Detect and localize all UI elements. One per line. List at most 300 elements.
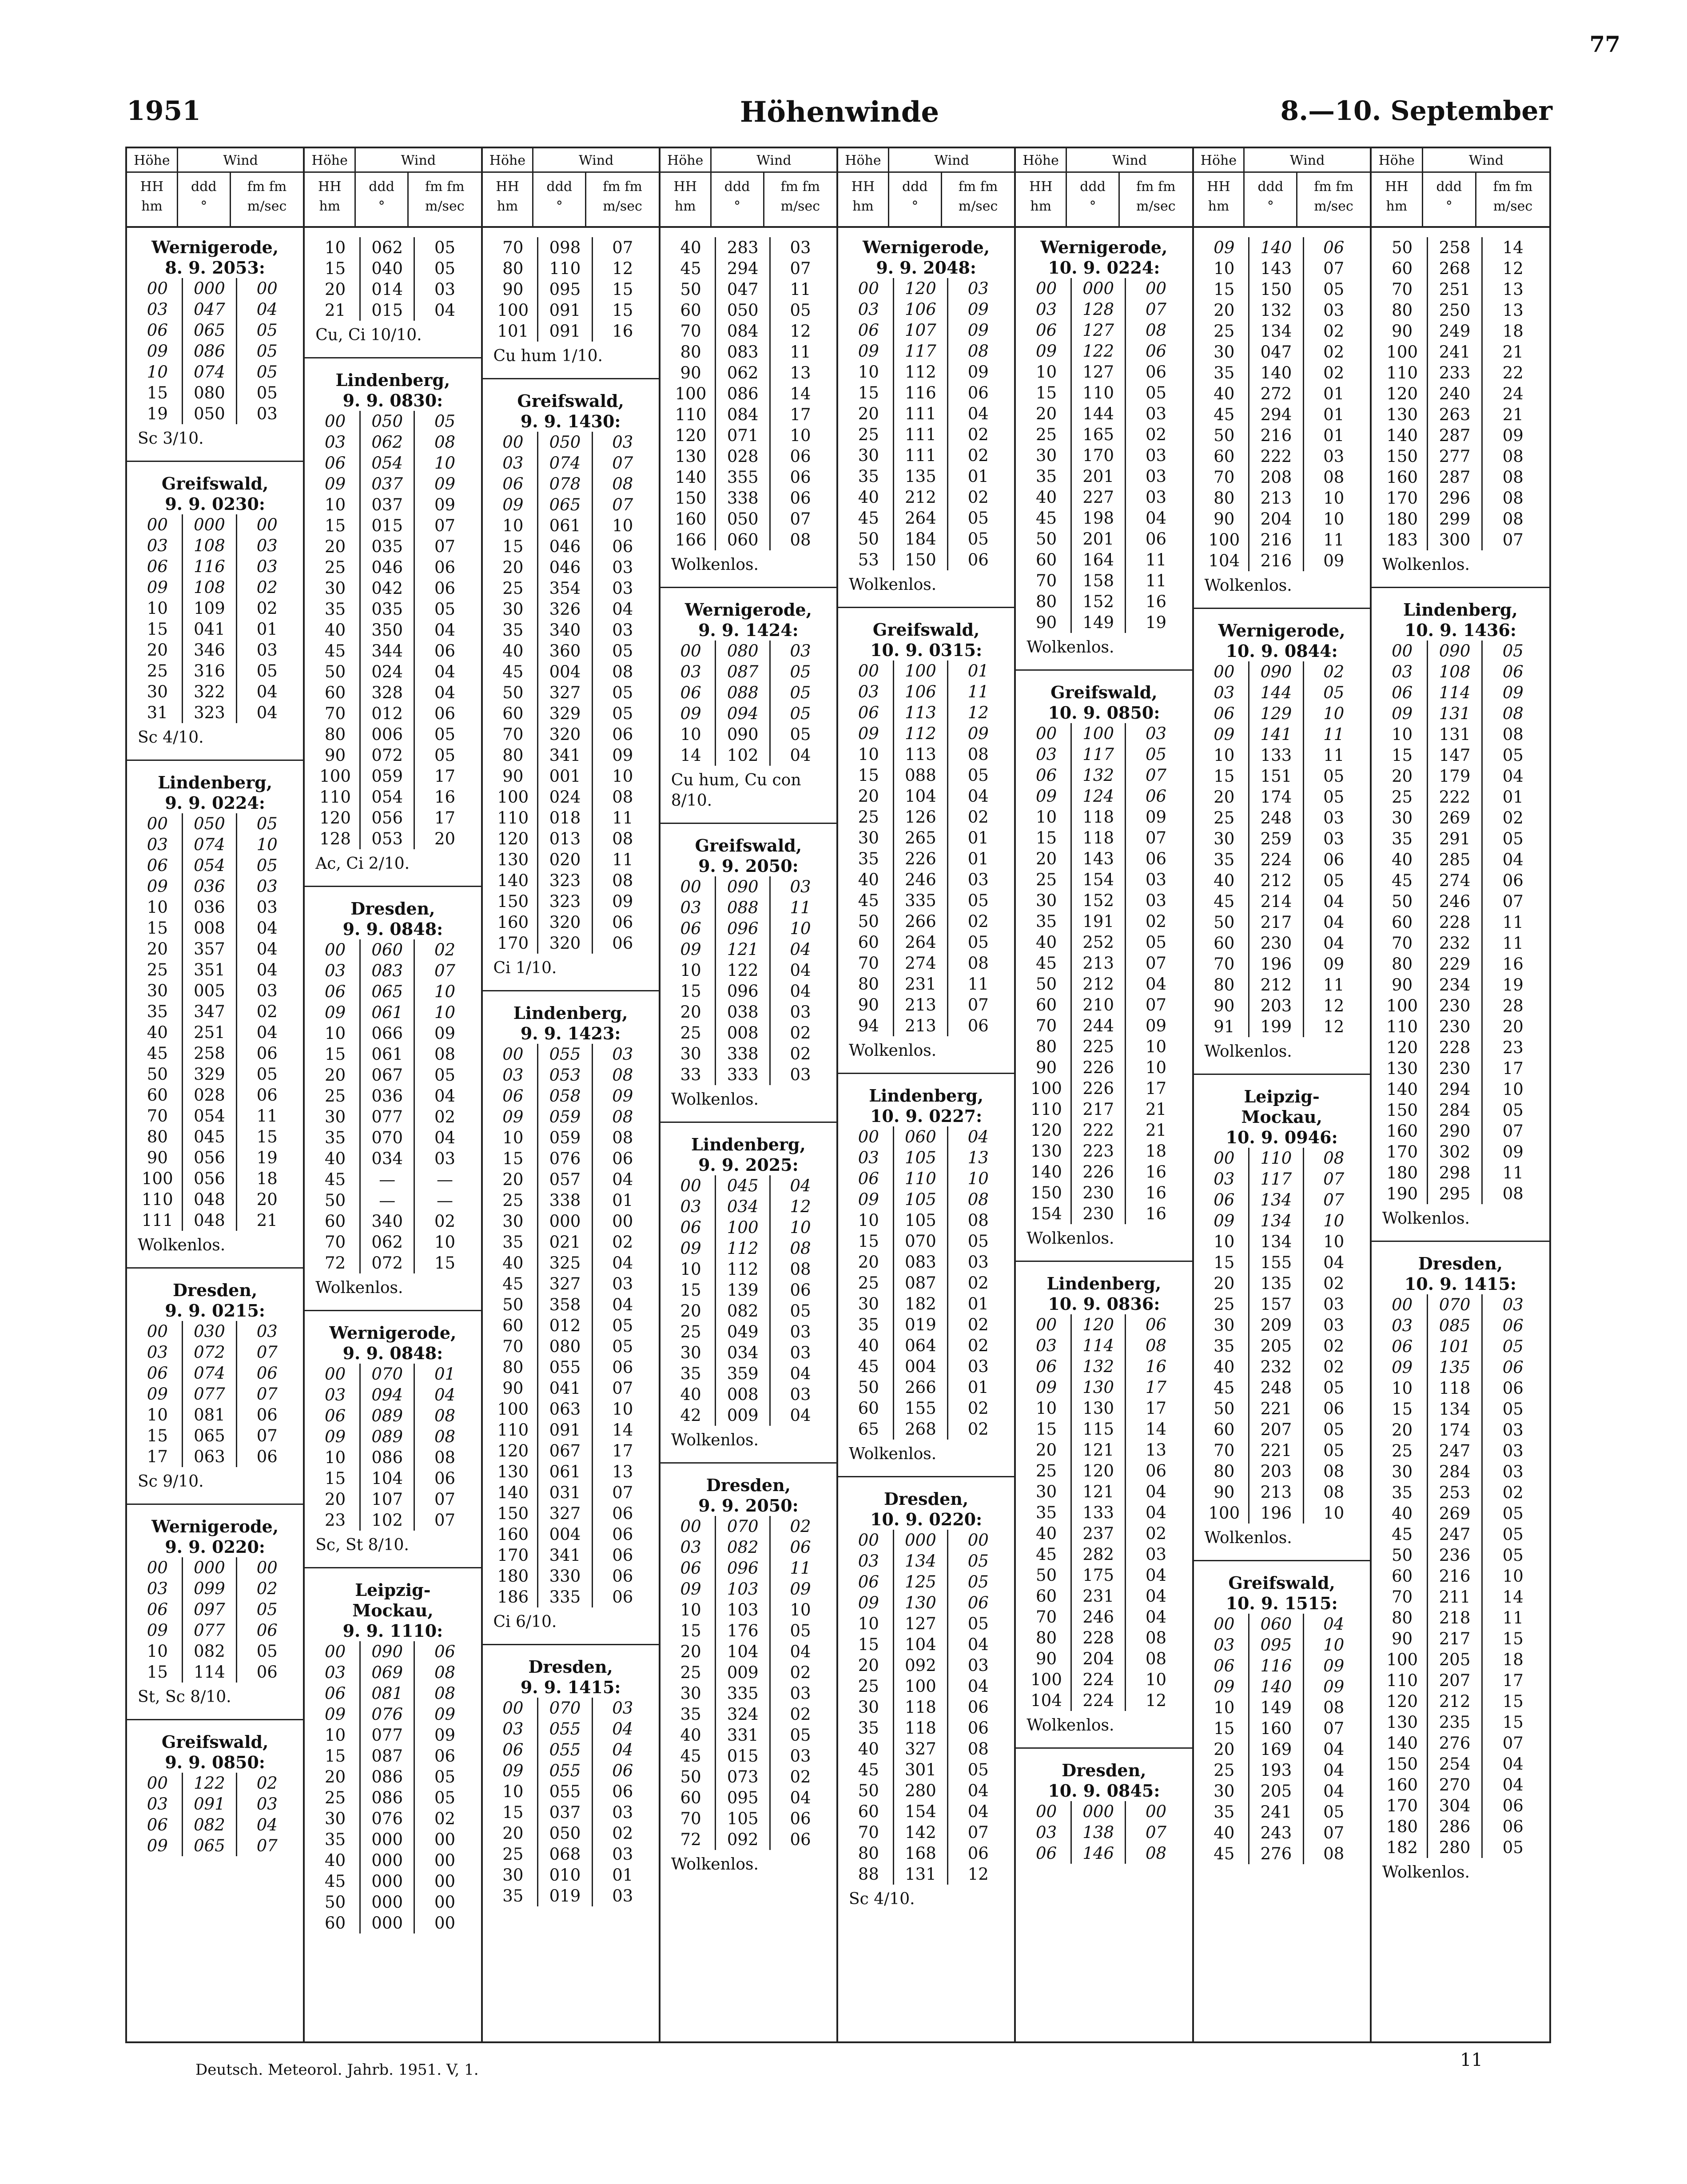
height-cell: 100 [489, 787, 539, 808]
height-cell: 45 [1200, 1377, 1250, 1398]
table-row [311, 1405, 474, 1426]
height-cell: 09 [844, 1592, 894, 1613]
table-row [844, 466, 1008, 487]
direction-cell: 122 [1072, 341, 1126, 362]
direction-cell: 298 [1428, 1162, 1483, 1183]
speed-cell: 07 [1145, 766, 1167, 785]
height-cell: 03 [844, 681, 894, 702]
table-row [489, 432, 653, 453]
height-cell: 140 [1378, 1733, 1428, 1754]
direction-cell: 323 [183, 702, 238, 723]
speed-cell: 02 [1145, 425, 1167, 444]
speed-cell: 08 [1502, 704, 1524, 723]
cloud-note: Sc, St 8/10. [315, 1536, 409, 1554]
height-cell: 03 [133, 1342, 183, 1363]
height-cell: 14 [667, 745, 716, 766]
height-cell: 180 [489, 1566, 539, 1587]
speed-cell: 04 [790, 1642, 811, 1661]
speed-cell: 06 [612, 1587, 633, 1607]
station-title: 9. 9. 2050: [698, 856, 799, 876]
speed-cell: 00 [256, 515, 278, 534]
header-fm-label: fm fm [425, 179, 465, 195]
table-row [133, 834, 297, 855]
speed-cell: 07 [1145, 954, 1167, 973]
speed-cell: 08 [1502, 1184, 1524, 1203]
table-row [133, 382, 297, 403]
header-hh [1194, 173, 1245, 226]
height-cell: 40 [489, 1253, 539, 1273]
footer-sheet-number: 11 [1460, 2050, 1483, 2070]
speed-cell: 06 [790, 1538, 811, 1557]
speed-cell: 07 [967, 1823, 989, 1842]
height-cell: 00 [667, 1516, 716, 1537]
height-cell: 00 [667, 1175, 716, 1196]
speed-cell: 06 [967, 1698, 989, 1717]
speed-cell: 11 [790, 1559, 811, 1578]
direction-cell: 009 [716, 1405, 771, 1426]
height-cell: 25 [1378, 787, 1428, 808]
direction-cell: 050 [716, 509, 771, 529]
height-cell: 30 [489, 1211, 539, 1232]
height-cell: 170 [489, 933, 539, 954]
height-cell: 09 [667, 939, 716, 960]
station-title: Greifswald, [161, 473, 269, 493]
direction-cell: 127 [1072, 320, 1126, 341]
height-cell: 10 [667, 1259, 716, 1280]
speed-cell: 03 [790, 1002, 811, 1022]
direction-cell: 294 [1428, 1079, 1483, 1100]
speed-cell: 05 [1502, 1400, 1524, 1419]
table-row [133, 1578, 297, 1599]
header-hoehe: Höhe [1372, 148, 1423, 173]
table-row [311, 1044, 474, 1065]
height-cell: 09 [1022, 341, 1072, 362]
direction-cell: 108 [1428, 661, 1483, 682]
speed-cell: 10 [1323, 1232, 1345, 1251]
table-column [483, 148, 660, 2041]
height-cell: 09 [133, 341, 183, 362]
speed-cell: 06 [967, 383, 989, 402]
speed-cell: 04 [790, 961, 811, 980]
table-row [311, 1766, 474, 1787]
direction-cell: 174 [1249, 787, 1304, 808]
table-row [667, 1022, 830, 1043]
height-cell: 80 [1378, 1607, 1428, 1628]
table-row [1200, 237, 1364, 258]
station-title: 10. 9. 1515: [1225, 1593, 1338, 1613]
height-cell: 20 [311, 279, 361, 300]
direction-cell: 067 [538, 1440, 593, 1461]
height-cell: 160 [667, 509, 716, 529]
direction-cell: 296 [1428, 488, 1483, 509]
speed-cell: 05 [967, 1760, 989, 1779]
speed-cell: 17 [1502, 1671, 1524, 1690]
direction-cell: 106 [894, 299, 949, 320]
table-row [1200, 995, 1364, 1016]
speed-cell: 05 [967, 509, 989, 528]
separator [1194, 1074, 1370, 1075]
table-row [667, 1725, 830, 1746]
direction-cell: 065 [361, 981, 415, 1002]
table-row [311, 960, 474, 981]
height-cell: 25 [489, 578, 539, 599]
height-cell: 60 [311, 682, 361, 703]
direction-cell: 083 [894, 1252, 949, 1273]
direction-cell: 063 [183, 1446, 238, 1467]
direction-cell: 065 [183, 1425, 238, 1446]
direction-cell: 302 [1428, 1142, 1483, 1162]
speed-cell: 03 [1145, 404, 1167, 423]
table-row [311, 787, 474, 808]
direction-cell: 000 [361, 1892, 415, 1913]
height-cell: 15 [1200, 766, 1250, 787]
direction-cell: 034 [361, 1148, 415, 1169]
height-cell: 40 [844, 1335, 894, 1356]
table-row [1378, 703, 1543, 724]
table-row [489, 557, 653, 578]
header-unit-label: m/sec [425, 199, 465, 214]
table-row [1022, 1356, 1186, 1377]
direction-cell: 207 [1249, 1419, 1304, 1440]
height-cell: 100 [1022, 1669, 1072, 1690]
height-cell: 03 [1378, 661, 1428, 682]
height-cell: 50 [311, 1190, 361, 1211]
height-cell: 100 [311, 766, 361, 787]
speed-cell: 14 [1502, 1587, 1524, 1607]
height-cell: 80 [1022, 1036, 1072, 1057]
table-row [133, 1363, 297, 1384]
speed-cell: 09 [967, 362, 989, 382]
direction-cell: 041 [538, 1378, 593, 1399]
direction-cell: 142 [894, 1822, 949, 1843]
height-cell: 09 [1200, 237, 1250, 258]
direction-cell: 135 [1249, 1273, 1304, 1294]
height-cell: 154 [1022, 1203, 1072, 1224]
speed-cell: 05 [1502, 641, 1524, 660]
table-row [1378, 237, 1543, 258]
table-row [489, 849, 653, 870]
table-row [1378, 787, 1543, 808]
observation-block [311, 1323, 474, 1555]
table-row [1200, 1503, 1364, 1524]
direction-cell: 135 [1428, 1357, 1483, 1378]
speed-cell: 11 [1502, 934, 1524, 953]
header-hoehe: Höhe [660, 148, 712, 173]
header-hh-label: HH [1207, 179, 1230, 195]
column-header [660, 148, 836, 228]
direction-cell: 222 [1072, 1120, 1126, 1141]
table-row [489, 891, 653, 912]
station-title: Greifswald, [161, 1732, 269, 1752]
direction-cell: 184 [894, 529, 949, 549]
table-row [1378, 933, 1543, 954]
table-row [311, 411, 474, 432]
table-row [311, 1746, 474, 1766]
table-row [311, 1023, 474, 1044]
direction-cell: 088 [716, 897, 771, 918]
speed-cell: 06 [434, 1642, 456, 1661]
direction-cell: 047 [1249, 342, 1304, 362]
speed-cell: 03 [256, 1794, 278, 1814]
table-row [311, 473, 474, 494]
direction-cell: 182 [894, 1293, 949, 1314]
height-cell: 20 [1022, 403, 1072, 424]
table-row [1022, 848, 1186, 869]
height-cell: 00 [844, 660, 894, 681]
direction-cell: 131 [1428, 724, 1483, 745]
speed-cell: 03 [1145, 446, 1167, 465]
height-cell: 10 [1200, 1697, 1250, 1718]
table-row [1378, 425, 1543, 446]
height-cell: 88 [844, 1864, 894, 1885]
speed-cell: 01 [967, 1378, 989, 1397]
direction-cell: 210 [1072, 995, 1126, 1015]
height-cell: 40 [1200, 870, 1250, 891]
table-row [844, 1759, 1008, 1780]
column-header [1194, 148, 1370, 228]
table-row [844, 1864, 1008, 1885]
direction-cell: 110 [894, 1168, 949, 1189]
table-row [844, 827, 1008, 848]
speed-cell: 17 [434, 767, 456, 786]
table-row [489, 1127, 653, 1148]
direction-cell: 024 [538, 787, 593, 808]
speed-cell: 04 [434, 1086, 456, 1106]
speed-cell: 23 [1502, 1038, 1524, 1057]
direction-cell: 114 [183, 1662, 238, 1683]
height-cell: 45 [489, 1273, 539, 1294]
table-row [1022, 1099, 1186, 1120]
header-fm [942, 173, 1014, 226]
cloud-note: Sc 4/10. [849, 1890, 915, 1908]
table-row [489, 1802, 653, 1823]
table-row [1022, 445, 1186, 466]
speed-cell: 05 [967, 529, 989, 549]
table-row [311, 1211, 474, 1232]
direction-cell: 286 [1428, 1816, 1483, 1837]
speed-cell: 07 [1323, 1719, 1345, 1738]
height-cell: 00 [311, 1641, 361, 1662]
direction-cell: 129 [1249, 703, 1304, 724]
header-fm [231, 173, 303, 226]
direction-cell: 019 [538, 1886, 593, 1906]
height-cell: 09 [133, 1835, 183, 1856]
height-cell: 03 [667, 1196, 716, 1217]
direction-cell: 054 [361, 787, 415, 808]
speed-cell: 10 [1145, 1670, 1167, 1689]
height-cell: 90 [133, 1147, 183, 1168]
speed-cell: 12 [1502, 259, 1524, 278]
speed-cell: 03 [790, 1065, 811, 1084]
table-row [667, 1217, 830, 1238]
cloud-note: Sc 9/10. [138, 1472, 204, 1491]
table-row [133, 1001, 297, 1022]
speed-cell: 02 [612, 1824, 633, 1843]
table-column [127, 148, 305, 2041]
direction-cell: 046 [361, 557, 415, 578]
table-row [311, 1829, 474, 1850]
height-cell: 190 [1378, 1183, 1428, 1204]
direction-cell: 222 [1428, 787, 1483, 808]
header-hh [1372, 173, 1423, 226]
table-row [1022, 869, 1186, 890]
table-row [133, 619, 297, 640]
direction-cell: 138 [1072, 1822, 1126, 1843]
table-row [1022, 466, 1186, 487]
direction-cell: 340 [538, 620, 593, 640]
table-row [311, 453, 474, 473]
height-cell: 94 [844, 1015, 894, 1036]
direction-cell: 090 [716, 876, 771, 897]
station-title: Lindenberg, [691, 1134, 806, 1154]
direction-cell: 031 [538, 1482, 593, 1503]
table-row [1378, 1100, 1543, 1121]
direction-cell: 226 [1072, 1162, 1126, 1182]
speed-cell: — [436, 1191, 453, 1210]
speed-cell: 05 [1323, 683, 1345, 702]
height-cell: 50 [844, 1377, 894, 1398]
speed-cell: 09 [434, 1705, 456, 1724]
table-row [133, 1599, 297, 1620]
table-row [1022, 1481, 1186, 1502]
direction-cell: 326 [538, 599, 593, 620]
speed-cell: 06 [967, 1593, 989, 1612]
direction-cell: 091 [538, 1420, 593, 1440]
header-hm-label: hm [1208, 199, 1229, 214]
height-cell: 35 [489, 1886, 539, 1906]
separator [660, 587, 836, 588]
table-row [311, 1190, 474, 1211]
direction-cell: 035 [361, 599, 415, 620]
table-row [489, 1232, 653, 1253]
direction-cell: 090 [1428, 640, 1483, 661]
station-title: Wernigerode, [151, 1516, 279, 1536]
height-cell: 30 [844, 1697, 894, 1718]
direction-cell: 077 [361, 1106, 415, 1127]
table-row [667, 362, 830, 383]
separator [1016, 1747, 1192, 1749]
speed-cell: 02 [967, 446, 989, 465]
height-cell: 25 [1200, 1294, 1250, 1315]
speed-cell: 02 [1145, 912, 1167, 931]
height-cell: 50 [1022, 529, 1072, 549]
speed-cell: 00 [434, 1830, 456, 1849]
speed-cell: 05 [256, 661, 278, 680]
table-row [133, 1446, 297, 1467]
height-cell: 10 [1022, 362, 1072, 382]
speed-cell: 05 [1323, 280, 1345, 299]
speed-cell: 11 [612, 808, 633, 827]
direction-cell: 100 [1072, 723, 1126, 744]
height-cell: 15 [311, 258, 361, 279]
table-row [1200, 1210, 1364, 1231]
speed-cell: 00 [434, 1872, 456, 1891]
header-unit-label: m/sec [1136, 199, 1176, 214]
height-cell: 30 [489, 599, 539, 620]
height-cell: 09 [489, 494, 539, 515]
speed-cell: 01 [434, 1365, 456, 1384]
height-cell: 45 [844, 1356, 894, 1377]
height-cell: 10 [133, 362, 183, 382]
table-row [667, 529, 830, 550]
table-row [1200, 1635, 1364, 1655]
height-cell: 120 [1378, 1691, 1428, 1712]
table-row [1200, 362, 1364, 383]
table-row [489, 300, 653, 321]
table-row [311, 1510, 474, 1531]
direction-cell: 015 [716, 1746, 771, 1766]
table-row [489, 1461, 653, 1482]
table-row [489, 1886, 653, 1906]
direction-cell: 335 [894, 890, 949, 911]
speed-cell: 07 [1145, 828, 1167, 847]
direction-cell: 110 [538, 258, 593, 279]
header-wind: Wind [712, 148, 836, 173]
cloud-note: Wolkenlos. [1027, 638, 1114, 656]
direction-cell: 067 [361, 1065, 415, 1086]
speed-cell: 10 [967, 1169, 989, 1188]
height-cell: 110 [489, 1420, 539, 1440]
table-row [667, 1537, 830, 1558]
table-row [667, 342, 830, 362]
table-row [1200, 425, 1364, 446]
header-fm-label: fm fm [1493, 179, 1533, 195]
speed-cell: 02 [1323, 322, 1345, 341]
separator [1016, 669, 1192, 671]
speed-cell: 04 [434, 662, 456, 681]
direction-cell: 104 [361, 1468, 415, 1489]
table-row [667, 1002, 830, 1022]
speed-cell: 08 [434, 1448, 456, 1467]
table-row [1022, 1440, 1186, 1460]
table-row [133, 1189, 297, 1210]
direction-cell: 226 [1072, 1078, 1126, 1099]
header-hh [305, 173, 356, 226]
speed-cell: 11 [790, 280, 811, 299]
height-cell: 15 [667, 1620, 716, 1641]
cloud-note: Ac, Ci 2/10. [315, 855, 410, 873]
direction-cell: 117 [1249, 1169, 1304, 1189]
direction-cell: 134 [1249, 1231, 1304, 1252]
direction-cell: 205 [1249, 1781, 1304, 1802]
height-cell: 25 [133, 959, 183, 980]
direction-cell: 265 [894, 827, 949, 848]
table-row [667, 1196, 830, 1217]
speed-cell: 05 [256, 321, 278, 340]
table-row [1022, 1377, 1186, 1398]
table-row [489, 1844, 653, 1865]
speed-cell: 02 [256, 1579, 278, 1598]
direction-cell: 228 [1428, 912, 1483, 933]
table-row [489, 912, 653, 933]
table-row [667, 1384, 830, 1405]
direction-cell: 049 [716, 1321, 771, 1342]
table-row [1022, 278, 1186, 299]
speed-cell: 06 [256, 1405, 278, 1424]
table-row [844, 911, 1008, 932]
table-row [311, 1002, 474, 1023]
table-row [133, 1147, 297, 1168]
speed-cell: 01 [967, 467, 989, 486]
direction-cell: 081 [183, 1404, 238, 1425]
speed-cell: 04 [967, 404, 989, 423]
speed-cell: 08 [1323, 1698, 1345, 1717]
station-title: 9. 9. 1424: [698, 620, 799, 640]
table-row [844, 529, 1008, 549]
height-cell: 50 [311, 661, 361, 682]
direction-cell: 105 [894, 1189, 949, 1210]
height-cell: 06 [311, 1683, 361, 1704]
